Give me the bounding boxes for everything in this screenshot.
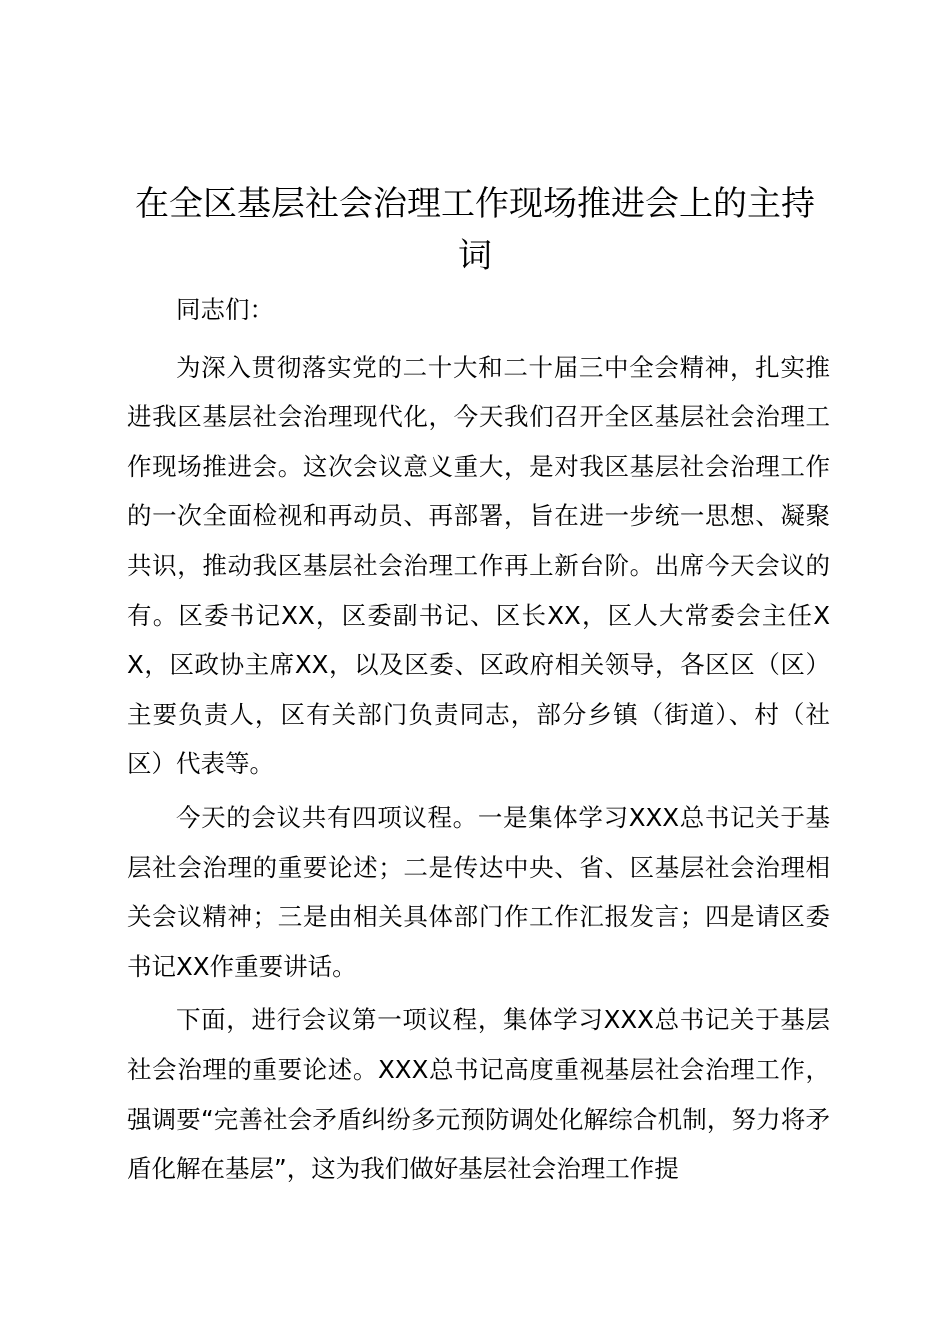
- paragraph-first-item: 下面，进行会议第一项议程，集体学习XXX总书记关于基层社会治理的重要论述。XXX总书记高度重视基层社会治理工作，强调要“完善社会矛盾纠纷多元预防调处化解综合机制，努力将矛盾化解在基层”，这为我们做好基层社会治理工作提: [127, 1005, 830, 1184]
- document-title: 在全区基层社会治理工作现场推进会上的主持词: [135, 184, 815, 276]
- document-body: [127, 285, 830, 1194]
- paragraph-intro: 为深入贯彻落实党的二十大和二十届三中全会精神，扎实推进我区基层社会治理现代化，今天我们召开全区基层社会治理工作现场推进会。这次会议意义重大，是对我区基层社会治理工作的一次全面检视和再动员、再部署，旨在进一步统一思想、凝聚共识，推动我区基层社会治理工作再上新台阶。出席今天会议的有。区委书记XX，区委副书记、区长XX，区人大常委会主任XX，区政协主席XX，以及区委、区政府相关领导，各区区（区）主要负责人，区有关部门负责同志，部分乡镇（街道）、村（社区）代表等。: [127, 352, 830, 779]
- greeting-line: 同志们：: [176, 295, 274, 324]
- paragraph-agenda: 今天的会议共有四项议程。一是集体学习XXX总书记关于基层社会治理的重要论述；二是传达中央、省、区基层社会治理相关会议精神；三是由相关具体部门作工作汇报发言；四是请区委书记XX作重要讲话。: [127, 802, 830, 981]
